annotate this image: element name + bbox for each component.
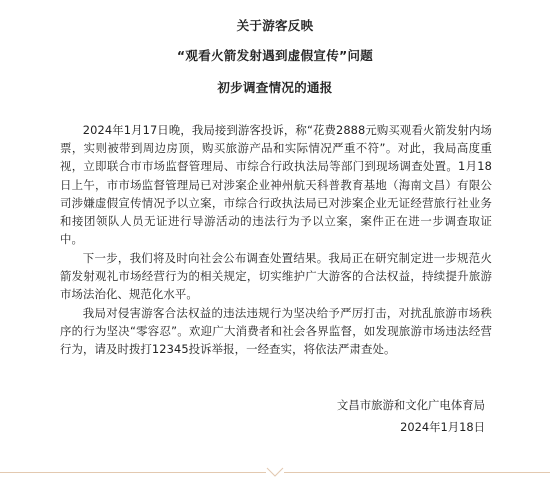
title-line-2: “观看火箭发射遇到虚假宣传”问题 <box>176 48 374 63</box>
issuer-name: 文昌市旅游和文化广电体育局 <box>336 398 485 412</box>
paragraph-1: 2024年1月17日晚，我局接到游客投诉，称“花费2888元购买观看火箭发射内场票，实则被带到周边房顶，购买旅游产品和实际情况严重不符”。对此，我局高度重视，立即联合市市场监督管理局、市综合行政执法局等部门到现场调查处置。1月18日上午，市市场监督管理局已对涉案企业神州航天科普教育基地（海南文昌）有限公司涉嫌虚假宣传情况予以立案，市综合行政执法局已对涉案企业无证经营旅行社业务和接团领队人员无证进行导游活动的违法行为予以立案，案件正在进一步调查取证中。 <box>60 123 492 247</box>
title-line-1: 关于游客反映 <box>236 18 314 33</box>
title-line-3: 初步调查情况的通报 <box>217 80 333 95</box>
chevron-down-icon <box>266 466 284 478</box>
paragraph-2: 下一步，我们将及时向社会公布调查处置结果。我局正在研究制定进一步规范火箭发射观礼市场经营行为的相关规定，切实维护广大游客的合法权益，持续提升旅游市场法治化、规范化水平。 <box>60 251 492 302</box>
paragraph-3: 我局对侵害游客合法权益的违法违规行为坚决给予严厉打击，对扰乱旅游市场秩序的行为坚决“零容忍”。欢迎广大消费者和社会各界监督，如发现旅游市场违法经营行为，请及时拨打12345投诉举报，一经查实，将依法严肃查处。 <box>60 306 492 357</box>
issue-date: 2024年1月18日 <box>400 420 485 434</box>
